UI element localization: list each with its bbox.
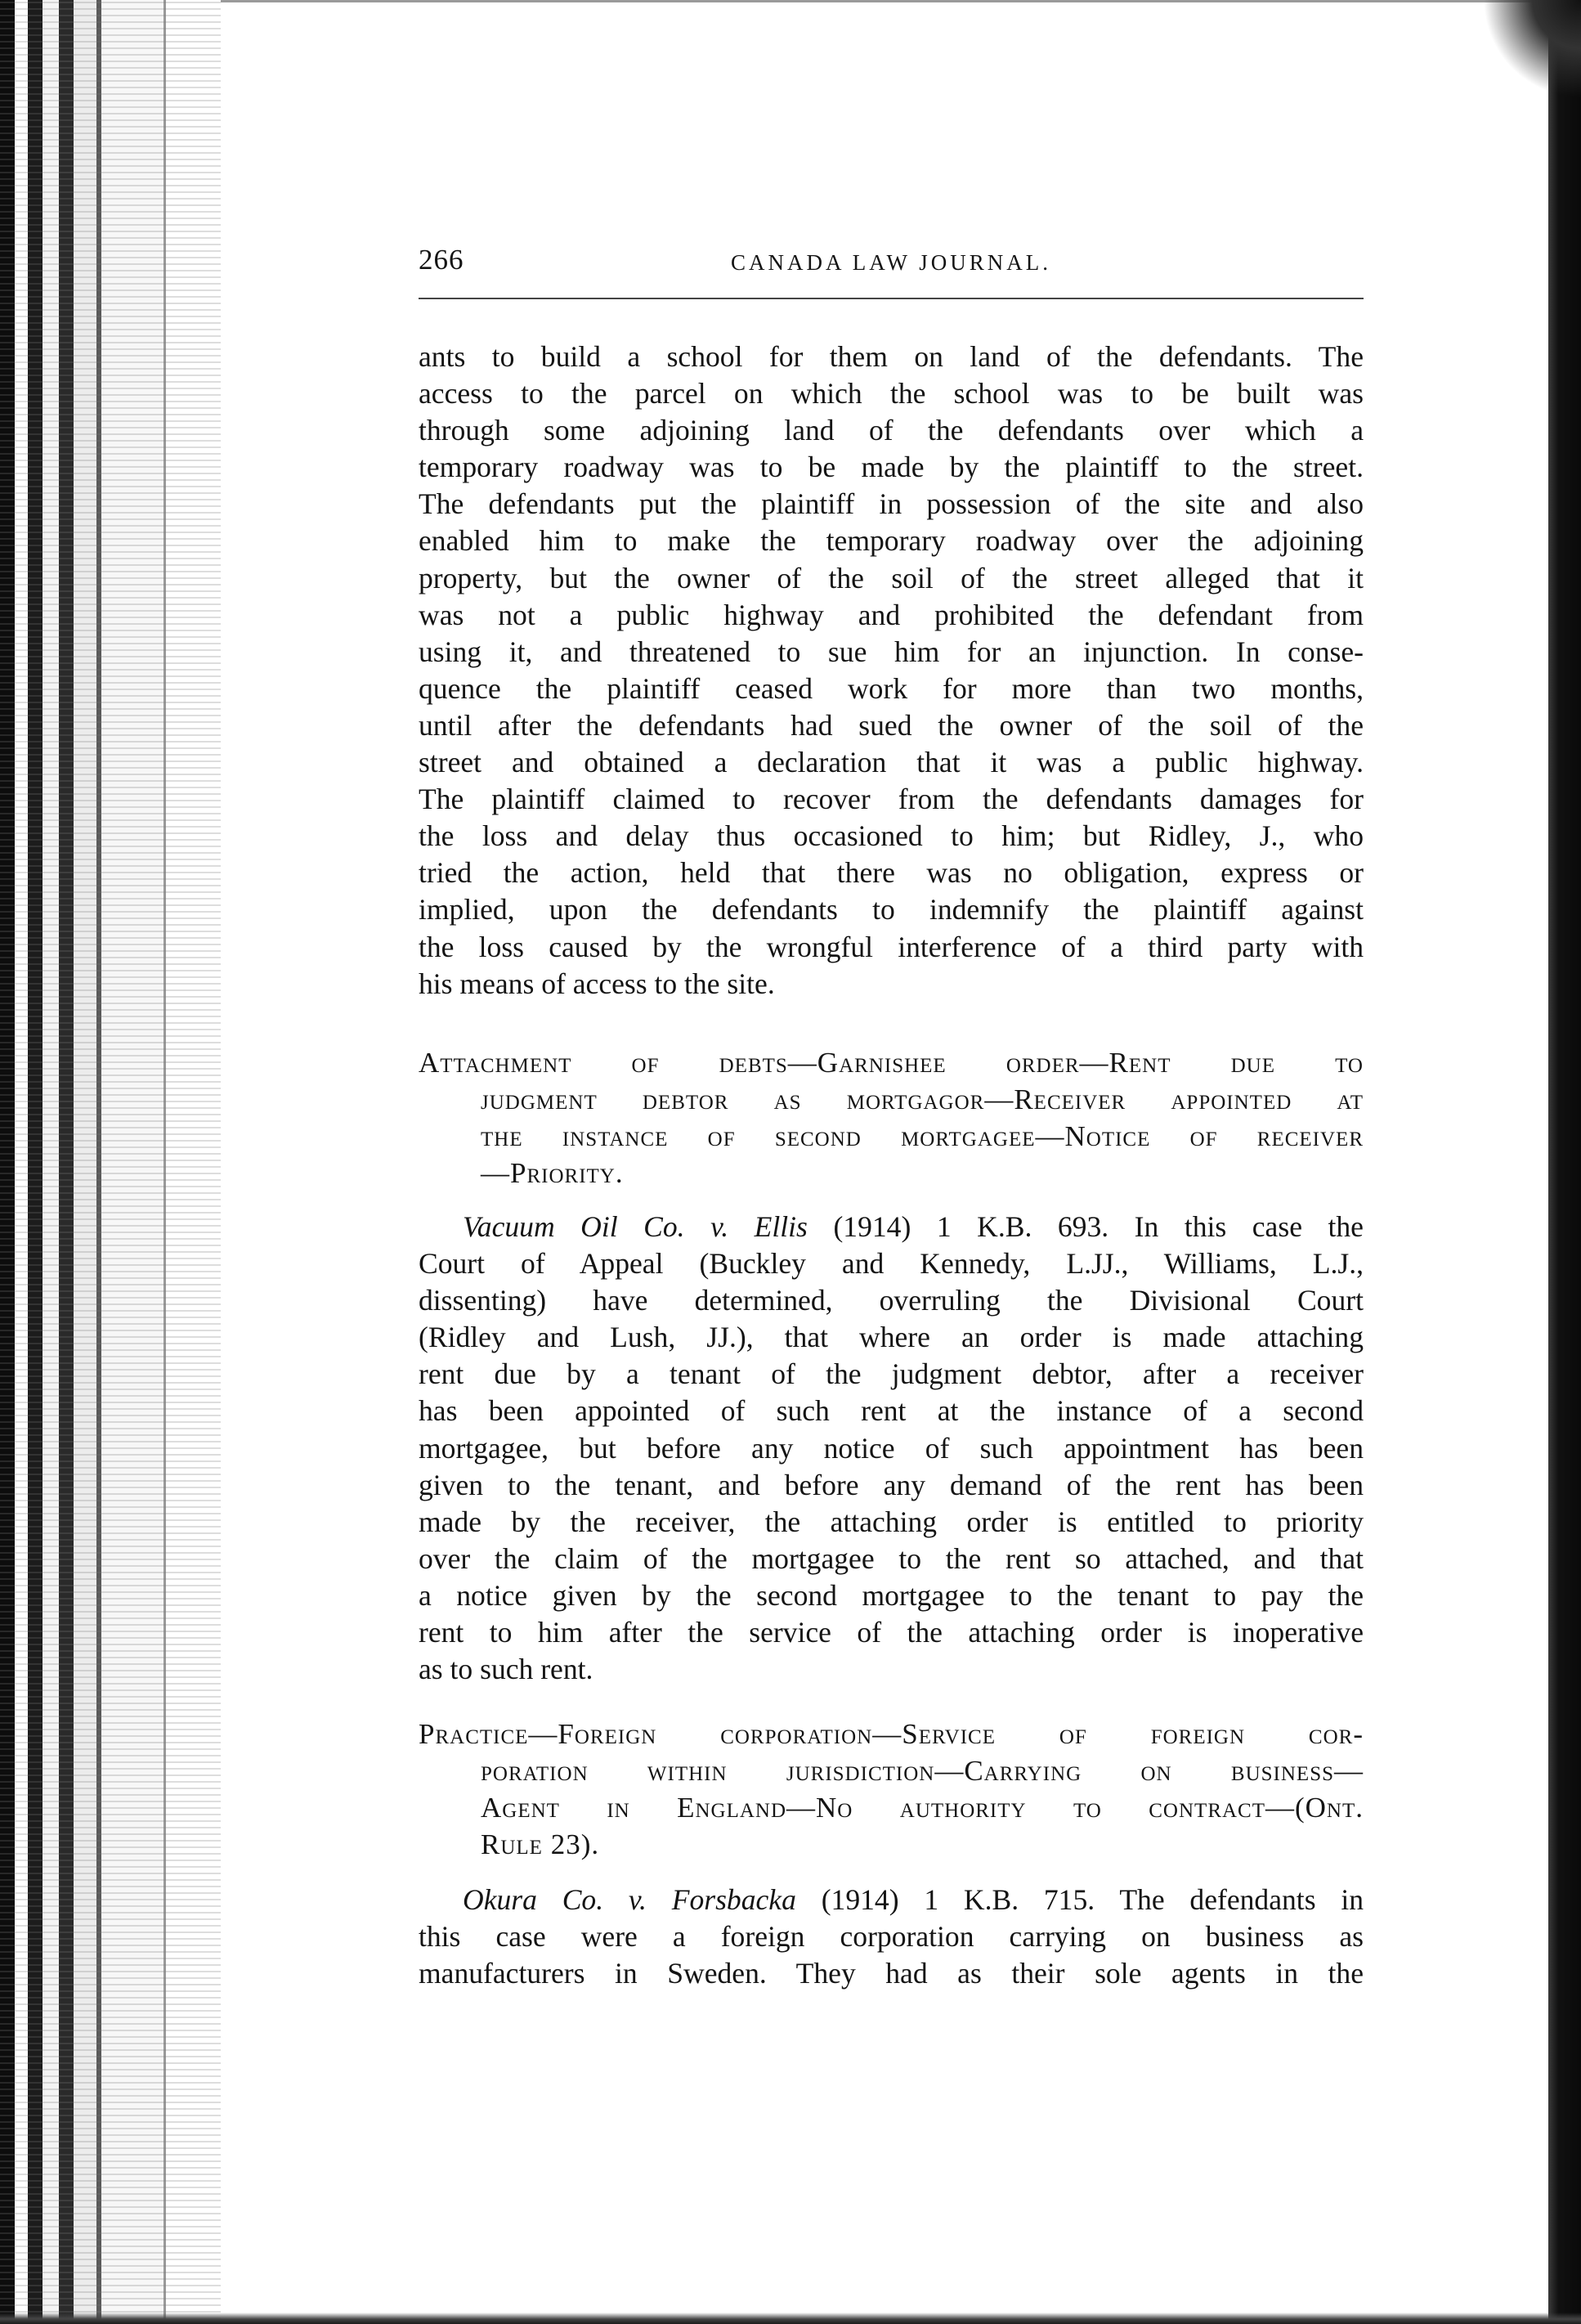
headnote-line: —Priority. xyxy=(481,1157,624,1189)
text-line: his means of access to the site. xyxy=(419,967,775,1000)
case-name: Okura Co. v. Forsbacka xyxy=(463,1883,796,1916)
text-line: enabled him to make the temporary roadway over the adjoining xyxy=(419,524,1364,558)
headnote-line: Rule 23). xyxy=(481,1828,600,1860)
headnote-line: Practice—Foreign corporation—Service of foreign cor- xyxy=(419,1718,1364,1750)
text-line: tried the action, held that there was no obligation, express or xyxy=(419,856,1364,890)
headnote-line: poration within jurisdiction—Carrying on business— xyxy=(481,1755,1364,1787)
page-number: 266 xyxy=(419,244,464,276)
case-citation: (1914) 1 K.B. 693. xyxy=(833,1210,1109,1243)
page-right-edge xyxy=(1548,0,1581,2324)
headnote-line: Agent in England—No authority to contract—(Ont. xyxy=(481,1792,1364,1824)
page-binding-edge xyxy=(0,0,221,2324)
text-line: ants to build a school for them on land of the defendants. The xyxy=(419,340,1364,373)
page-bottom-edge xyxy=(0,2313,1581,2324)
text-line: mortgagee, but before any notice of such appointment has been xyxy=(419,1431,1364,1465)
text-line: the loss caused by the wrongful interference of a third party with xyxy=(419,930,1364,963)
text-line: access to the parcel on which the school was to be built was xyxy=(419,377,1364,411)
section-1-body xyxy=(419,1209,1364,1688)
text-line: quence the plaintiff ceased work for more than two months, xyxy=(419,671,1364,705)
section-2-body xyxy=(419,1882,1364,1992)
text-line: using it, and threatened to sue him for an injunction. In conse- xyxy=(419,635,1364,668)
case-citation-line xyxy=(419,1882,1364,1918)
text-line: rent to him after the service of the attaching order is inoperative xyxy=(419,1616,1364,1649)
text-line: temporary roadway was to be made by the plaintiff to the street. xyxy=(419,451,1364,484)
text-line: has been appointed of such rent at the instance of a second xyxy=(419,1394,1364,1428)
text-line: a notice given by the second mortgagee to the tenant to pay the xyxy=(419,1578,1364,1612)
text-line: was not a public highway and prohibited the defendant from xyxy=(419,598,1364,631)
case-name: Vacuum Oil Co. v. Ellis xyxy=(463,1210,808,1243)
text-line: (Ridley and Lush, JJ.), that where an order is made attaching xyxy=(419,1321,1364,1354)
text-line: The plaintiff claimed to recover from the defendants damages for xyxy=(419,783,1364,816)
section-1-headnote xyxy=(419,1044,1364,1191)
text-line: until after the defendants had sued the owner of the soil of the xyxy=(419,708,1364,742)
text-line: through some adjoining land of the defendants over which a xyxy=(419,414,1364,447)
headnote-line: the instance of second mortgagee—Notice of receiver xyxy=(481,1120,1364,1152)
text-line: property, but the owner of the soil of the street alleged that it xyxy=(419,561,1364,594)
case-citation-line xyxy=(419,1209,1364,1245)
section-2-headnote xyxy=(419,1716,1364,1863)
text-fragment: In this case the xyxy=(1134,1210,1364,1243)
case-citation: (1914) 1 K.B. 715. xyxy=(821,1883,1095,1916)
headnote-line: Attachment of debts—Garnishee order—Rent due to xyxy=(419,1047,1364,1079)
text-line: as to such rent. xyxy=(419,1653,593,1686)
text-line: the loss and delay thus occasioned to him; but Ridley, J., who xyxy=(419,819,1364,853)
text-line: dissenting) have determined, overruling the Divisional Court xyxy=(419,1284,1364,1317)
running-header xyxy=(419,244,1364,293)
text-line: over the claim of the mortgagee to the rent so attached, and that xyxy=(419,1541,1364,1575)
text-line: manufacturers in Sweden. They had as their sole agents in the xyxy=(419,1957,1364,1990)
text-line: made by the receiver, the attaching order is entitled to priority xyxy=(419,1505,1364,1538)
text-line: given to the tenant, and before any demand of the rent has been xyxy=(419,1468,1364,1501)
headnote-line: judgment debtor as mortgagor—Receiver appointed at xyxy=(481,1083,1364,1115)
text-line: The defendants put the plaintiff in possession of the site and also xyxy=(419,487,1364,521)
running-title: CANADA LAW JOURNAL. xyxy=(730,250,1052,275)
page-corner-shadow xyxy=(1483,0,1581,98)
page-top-edge xyxy=(221,0,1581,2)
text-line: implied, upon the defendants to indemnify the plaintiff against xyxy=(419,893,1364,926)
text-line: street and obtained a declaration that it was a public highway. xyxy=(419,746,1364,779)
text-line: rent due by a tenant of the judgment debtor, after a receiver xyxy=(419,1357,1364,1391)
text-line: this case were a foreign corporation carrying on business as xyxy=(419,1920,1364,1954)
header-rule xyxy=(419,298,1364,299)
continuation-paragraph xyxy=(419,339,1364,1003)
text-fragment: The defendants in xyxy=(1119,1883,1364,1916)
text-line: Court of Appeal (Buckley and Kennedy, L.JJ., Williams, L.J., xyxy=(419,1247,1364,1281)
